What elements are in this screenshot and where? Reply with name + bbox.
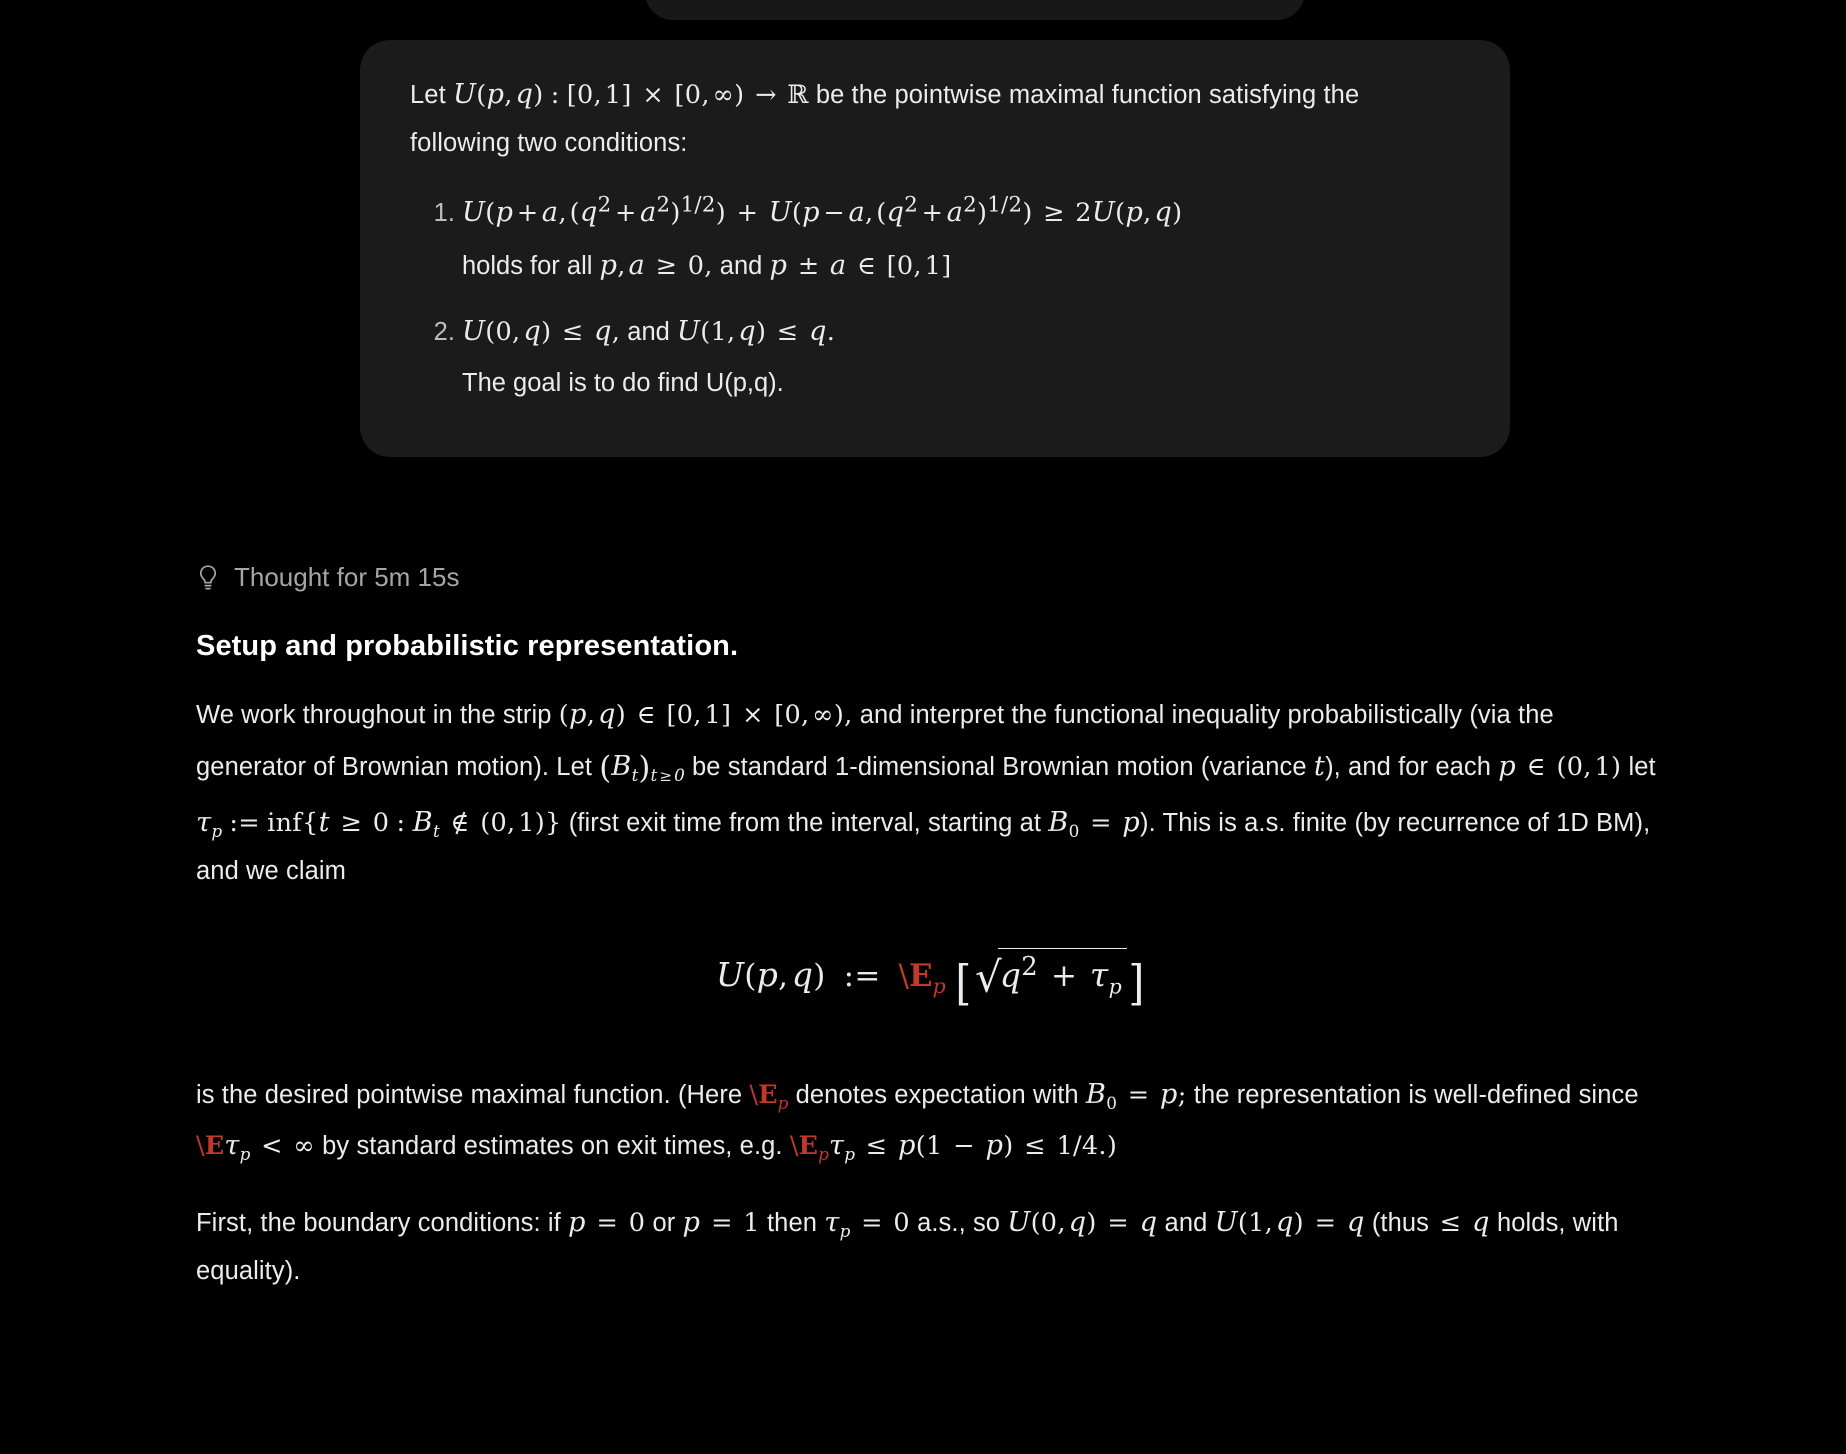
user-message-intro: Let U(p, q) : [0, 1] × [0, ∞) → ℝ be the pointwise maximal function satisfying the following two conditions: (410, 79, 1360, 158)
p3-seg-3: then (767, 1208, 818, 1237)
p3-seg-2: or (652, 1208, 676, 1237)
p1-seg-1: We work throughout in the strip (196, 701, 552, 729)
condition-item-2 (462, 307, 1460, 407)
p1-seg-7: ). This is a.s. finite (by recurrence of 1D BM), and we claim (196, 809, 1651, 886)
lightbulb-icon (196, 564, 220, 592)
undefined-macro-E-inline-3: $\backslash E_p$ (789, 1130, 829, 1164)
display-equation: U(p, q) := $\backslash E_p$ [$√q^2 + \tau_p$ ] (196, 948, 1666, 1011)
condition-1-math: 1. U(p + a, $(q^2 + a^2)^{1/2}) + U(p - a$, $(q^2 + a^2)^{1/2}) \ge 2U(p$, q) holds for all p, a ≥ 0, and p ± a ∈ [0, 1] (462, 192, 1183, 281)
p3-seg-4: a.s., so (917, 1208, 1001, 1237)
condition-1-sub-middle: and (719, 251, 763, 280)
answer-heading: Setup and probabilistic representation. (196, 630, 739, 662)
condition-2-middle: and (627, 318, 670, 347)
p1-seg-6: (first exit time from the interval, starting at (568, 809, 1042, 838)
undefined-macro-E-inline-2: \E (196, 1130, 225, 1161)
condition-2-goal: The goal is to do find U(p,q). (462, 368, 784, 397)
p1-seg-4: ), and for each (1325, 752, 1492, 781)
assistant-answer (196, 630, 1666, 1322)
answer-paragraph-1: We work throughout in the strip (p, q) ∈ [0, 1] × [0, ∞), and interpret the functional inequality probabilistically (via the generator of Brownian motion). Let $(B_t)_{t \ge 0}$ be standard 1-dimensional Brownian motion (variance t), and for each p ∈ (0, 1) let $\tau_p$ := inf{t ≥ 0 : $B_t$ ∉ (0, 1)} (first exit time from the interval, starting at $B_0 = p$). This is a.s. finite (by recurrence of 1D BM), and we claim (196, 699, 1656, 886)
p3-seg-1: First, the boundary conditions: if (196, 1208, 561, 1237)
intro-tail: be the pointwise maximal function satisfying the following two conditions: (410, 81, 1360, 158)
intro-lead: Let (410, 81, 446, 109)
p1-seg-3: be standard 1-dimensional Brownian motion (variance (692, 752, 1307, 781)
condition-1-sub-prefix: holds for all (462, 251, 593, 280)
p2-seg-1: is the desired pointwise maximal function. (Here (196, 1080, 743, 1109)
p3-seg-7: holds, with equality). (196, 1208, 1619, 1285)
condition-2-math: 2. U(0, q) ≤ q, and U(1, q) ≤ q. The goal is to do find U(p,q). (462, 307, 1460, 407)
p3-seg-6: (thus (1371, 1208, 1430, 1237)
answer-paragraph-3: First, the boundary conditions: if p = 0 or p = 1 then $\tau_p = 0$ a.s., so U(0, q) = q and U(1, q) = q (thus ≤ q holds, with equality). (196, 1206, 1619, 1285)
p2-seg-4: by standard estimates on exit times, e.g. (322, 1131, 783, 1160)
thought-label: Thought for 5m 15s (234, 562, 460, 592)
answer-paragraph-2: is the desired pointwise maximal function. (Here $\backslash E_p$ denotes expectation with $B_0 = p$; the representation is well-defined since $\backslash E\tau_p$ < ∞ by standard estimates on exit times, e.g. $\backslash E_p\tau_p \le p(1 - p) \le 1/4$.) (196, 1078, 1639, 1164)
previous-message-stub (645, 0, 1305, 20)
p2-seg-3: the representation is well-defined since (1193, 1080, 1639, 1109)
undefined-macro-E-inline-1: $\backslash E_p$ (749, 1079, 789, 1113)
undefined-macro-E: $\backslash E_p$ (898, 958, 946, 999)
p1-seg-2: and interpret the functional inequality probabilistically (via the generator of Brownian motion). Let (196, 701, 1554, 781)
user-message-bubble (360, 40, 1510, 457)
p2-seg-2: denotes expectation with (795, 1080, 1079, 1109)
conditions-list (410, 186, 1460, 407)
condition-item-1 (462, 186, 1460, 291)
p1-seg-5: let (1628, 752, 1656, 781)
p3-seg-5: and (1164, 1208, 1208, 1237)
thought-indicator[interactable] (196, 562, 459, 593)
